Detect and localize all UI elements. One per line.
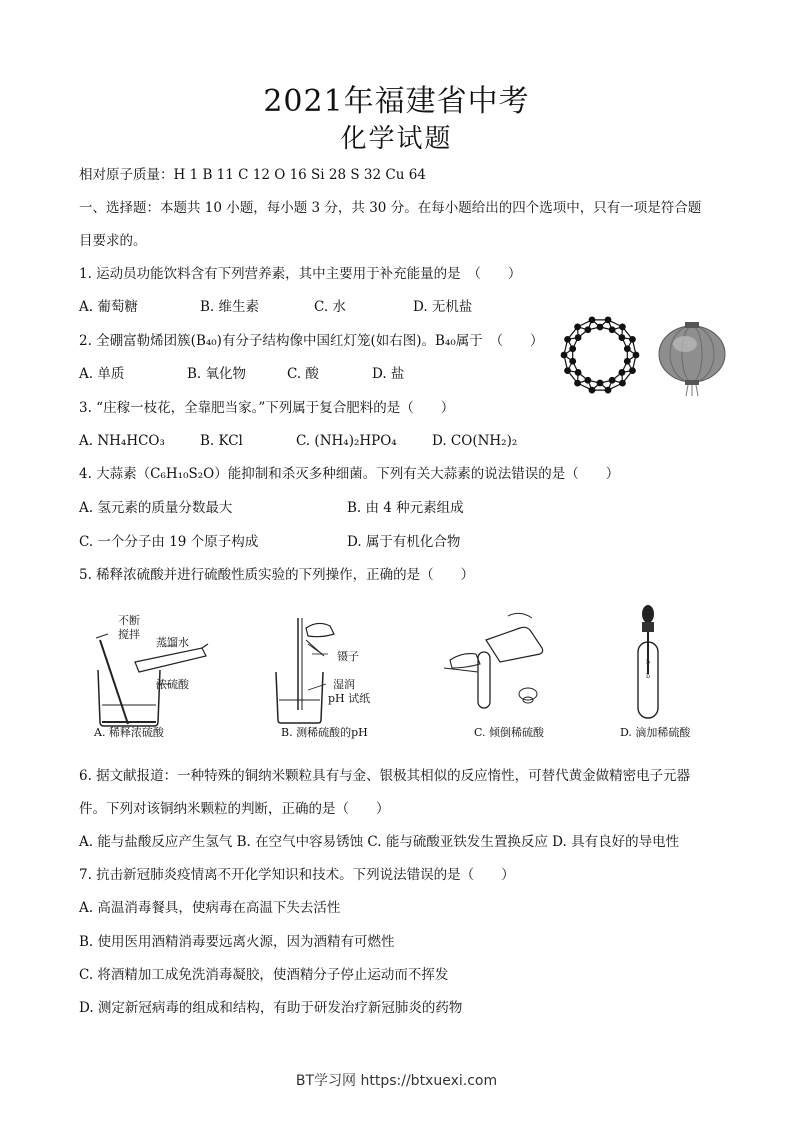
svg-text:b: b xyxy=(646,673,650,680)
q5-caption-b: B. 测稀硫酸的pH xyxy=(281,726,368,739)
q7-option-a: A. 高温消毒餐具，使病毒在高温下失去活性 xyxy=(79,900,341,916)
q5-label-tweezers: 镊子 xyxy=(337,650,359,663)
b40-atom xyxy=(609,326,616,333)
b40-atom xyxy=(618,334,625,341)
b40-atom xyxy=(561,352,568,359)
q5-label-stir-2: 搅拌 xyxy=(118,628,140,641)
b40-atom xyxy=(589,387,596,394)
red-lantern-figure xyxy=(655,316,730,396)
q1-stem: 1. 运动员功能饮料含有下列营养素，其中主要用于补充能量的是 （ ） xyxy=(79,266,522,282)
section-heading-line2: 目要求的。 xyxy=(79,233,147,249)
q5-caption-d: D. 滴加稀硫酸 xyxy=(620,726,691,739)
b40-atom xyxy=(605,317,612,324)
section-heading-line1: 一、选择题：本题共 10 小题，每小题 3 分，共 30 分。在每小题给出的四个选项中，只有一项是符合题 xyxy=(79,200,702,216)
q4-option-a: A. 氢元素的质量分数最大 xyxy=(79,500,233,516)
q1-option-b: B. 维生素 xyxy=(200,299,260,315)
b40-atom xyxy=(629,336,636,343)
q2-stem: 2. 全硼富勒烯团簇(B₄₀)有分子结构像中国红灯笼(如右图)。B₄₀属于 （ ） xyxy=(79,333,544,349)
b40-atom xyxy=(619,380,626,387)
svg-text:b: b xyxy=(646,659,650,666)
q1-option-c: C. 水 xyxy=(314,299,346,315)
q2-option-a: A. 单质 xyxy=(79,366,125,382)
q1-option-d: D. 无机盐 xyxy=(413,299,473,315)
q7-option-b: B. 使用医用酒精消毒要远离火源，因为酒精有可燃性 xyxy=(79,934,395,950)
b40-atom xyxy=(574,323,581,330)
q3-option-c: C. (NH₄)₂HPO₄ xyxy=(296,433,397,449)
q4-stem: 4. 大蒜素（C₆H₁₀S₂O）能抑制和杀灭多种细菌。下列有关大蒜素的说法错误的是（ ） xyxy=(79,466,620,482)
q6-options: A. 能与盐酸反应产生氢气 B. 在空气中容易锈蚀 C. 能与硫酸亚铁发生置换反应 D. 具有良好的导电性 xyxy=(79,834,680,850)
b40-atom xyxy=(619,323,626,330)
b40-atom xyxy=(575,369,582,376)
q5-caption-c: C. 倾倒稀硫酸 xyxy=(474,726,545,739)
q2-option-d: D. 盐 xyxy=(372,366,405,382)
q5-figure-a-beaker xyxy=(90,610,230,730)
b40-atom xyxy=(584,377,591,384)
q1-option-a: A. 葡萄糖 xyxy=(79,299,138,315)
b40-atom xyxy=(624,358,631,365)
b40-atom xyxy=(575,334,582,341)
b40-atom xyxy=(618,369,625,376)
b40-atom xyxy=(589,317,596,324)
q6-stem-line2: 件。下列对该铜纳米颗粒的判断，正确的是（ ） xyxy=(79,801,390,817)
q5-stem: 5. 稀释浓硫酸并进行硫酸性质实验的下列操作，正确的是（ ） xyxy=(79,567,475,583)
b40-atom xyxy=(629,367,636,374)
q3-option-a: A. NH₄HCO₃ xyxy=(79,433,165,449)
q7-option-c: C. 将酒精加工成免洗消毒凝胶，使酒精分子停止运动而不挥发 xyxy=(79,967,449,983)
page-title: 2021年福建省中考 xyxy=(263,84,530,119)
page-subtitle: 化学试题 xyxy=(340,124,453,154)
q6-stem-line1: 6. 据文献报道：一种特殊的铜纳米颗粒具有与金、银极其相似的反应惰性，可替代黄金做精密电子元器 xyxy=(79,768,691,784)
q4-option-d: D. 属于有机化合物 xyxy=(347,534,461,550)
q3-stem: 3. “庄稼一枝花，全靠肥当家。”下列属于复合肥料的是（ ） xyxy=(79,400,455,416)
b40-atom xyxy=(605,387,612,394)
atomic-mass-line: 相对原子质量：H 1 B 11 C 12 O 16 Si 28 S 32 Cu 64 xyxy=(79,167,426,183)
b40-atom xyxy=(597,324,604,331)
b40-atom xyxy=(624,345,631,352)
q5-figure-b-ph-test xyxy=(268,610,358,725)
b40-atom xyxy=(574,380,581,387)
b40-atom xyxy=(584,326,591,333)
b40-atom xyxy=(609,377,616,384)
q5-figure-c-pouring xyxy=(440,608,555,723)
q5-label-ph-paper: pH 试纸 xyxy=(328,692,371,705)
q7-option-d: D. 测定新冠病毒的组成和结构，有助于研发治疗新冠肺炎的药物 xyxy=(79,1000,463,1016)
footer-watermark: BT学习网 https://btxuexi.com xyxy=(295,1073,498,1089)
q5-label-stir-1: 不断 xyxy=(118,614,140,627)
q7-stem: 7. 抗击新冠肺炎疫情离不开化学知识和技术。下列说法错误的是（ ） xyxy=(79,867,515,883)
b40-atom xyxy=(564,367,571,374)
q4-option-b: B. 由 4 种元素组成 xyxy=(347,500,464,516)
q5-figure-d-dropper xyxy=(628,604,668,724)
q5-label-water: 蒸馏水 xyxy=(156,636,189,649)
q3-option-d: D. CO(NH₂)₂ xyxy=(432,433,518,449)
q4-option-c: C. 一个分子由 19 个原子构成 xyxy=(79,534,259,550)
b40-atom xyxy=(633,352,640,359)
b40-atom xyxy=(569,358,576,365)
q5-label-acid: 浓硫酸 xyxy=(156,678,189,691)
q2-option-b: B. 氧化物 xyxy=(187,366,247,382)
q3-option-b: B. KCl xyxy=(200,433,243,449)
b40-atom xyxy=(569,345,576,352)
q2-option-c: C. 酸 xyxy=(287,366,319,382)
q5-label-wet: 湿润 xyxy=(333,678,355,691)
b40-cluster-figure xyxy=(560,315,640,395)
q5-caption-a: A. 稀释浓硫酸 xyxy=(94,726,164,739)
b40-atom xyxy=(564,336,571,343)
b40-atom xyxy=(597,380,604,387)
